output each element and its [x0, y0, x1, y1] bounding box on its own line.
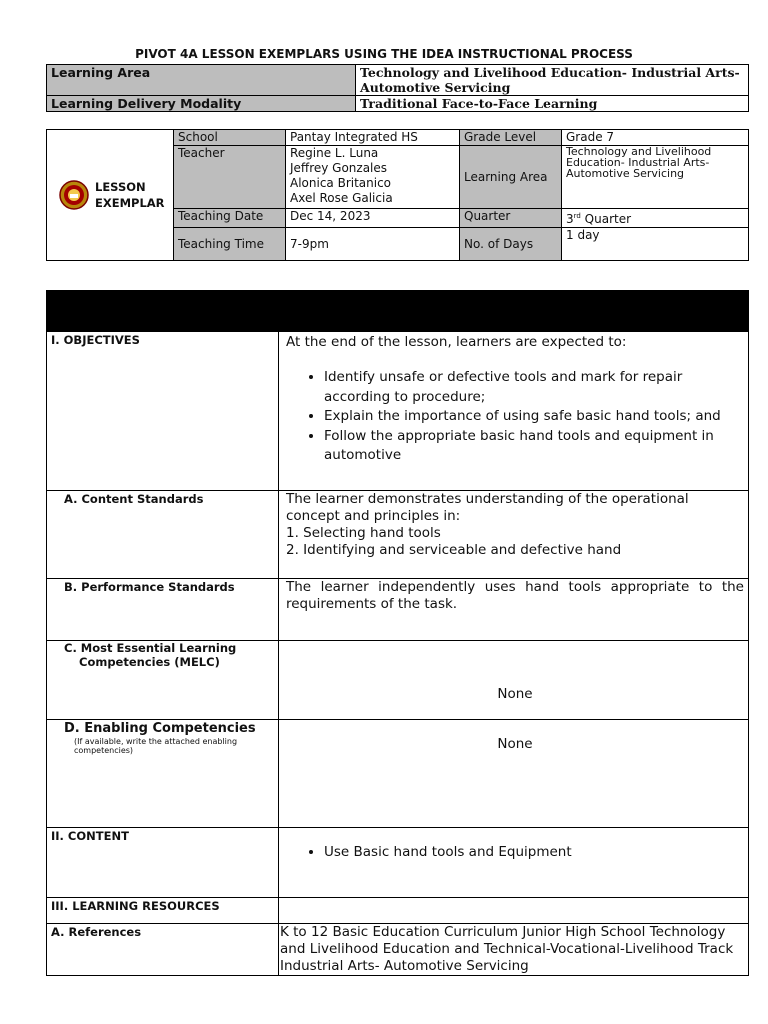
melc-label: [47, 641, 279, 720]
content-standards-cell: [279, 491, 749, 579]
content-standards-row: [47, 491, 749, 579]
teacher-name: Regine L. Luna: [290, 146, 379, 160]
quarter-number: 3: [566, 212, 574, 226]
time-label: Teaching Time: [174, 228, 286, 261]
teacher-list: [286, 146, 460, 209]
area-label: Learning Area: [460, 146, 562, 209]
objectives-row: [47, 332, 749, 491]
learning-area-row: [47, 65, 749, 96]
date-value: Dec 14, 2023: [286, 209, 460, 228]
enabling-value: None: [279, 720, 749, 828]
objectives-list: [286, 368, 744, 466]
teacher-label: Teacher: [174, 146, 286, 209]
time-value: 7-9pm: [286, 228, 460, 261]
content-cell: [279, 828, 749, 898]
teacher-name: Jeffrey Gonzales: [290, 161, 388, 175]
performance-standards-text: The learner independently uses hand tools appropriate to the requirements of the task.: [279, 579, 749, 641]
melc-label-line: Competencies (MELC): [79, 655, 220, 669]
info-table: [46, 129, 749, 261]
grade-value: Grade 7: [562, 130, 749, 146]
content-label: II. CONTENT: [47, 828, 279, 898]
school-value: Pantay Integrated HS: [286, 130, 460, 146]
logo-text-exemplar: EXEMPLAR: [95, 196, 165, 210]
area-value: Technology and Livelihood Education- Industrial Arts- Automotive Servicing: [562, 146, 749, 209]
lesson-header-row: [47, 291, 749, 332]
objectives-label: I. OBJECTIVES: [47, 332, 279, 491]
date-label: Teaching Date: [174, 209, 286, 228]
quarter-value: [562, 209, 749, 228]
references-row: [47, 924, 749, 976]
quarter-suffix: rd: [573, 212, 581, 220]
objectives-intro: At the end of the lesson, learners are expected to:: [286, 334, 627, 350]
modality-value: Traditional Face-to-Face Learning: [356, 96, 749, 112]
content-standards-text: The learner demonstrates understanding of the operational concept and principles in:: [286, 491, 689, 524]
melc-label-line: C. Most Essential Learning: [64, 641, 237, 655]
objective-item: • Follow the appropriate basic hand tools and equipment in automotive: [324, 427, 744, 466]
learning-area-label: Learning Area: [47, 65, 356, 96]
days-label: No. of Days: [460, 228, 562, 261]
modality-label: Learning Delivery Modality: [47, 96, 356, 112]
school-label: School: [174, 130, 286, 146]
document-title: PIVOT 4A LESSON EXEMPLARS USING THE IDEA INSTRUCTIONAL PROCESS: [135, 47, 633, 61]
logo-cell: [47, 130, 174, 261]
enabling-row: [47, 720, 749, 828]
resources-cell: [279, 898, 749, 924]
references-label: A. References: [47, 924, 279, 976]
content-item: • Use Basic hand tools and Equipment: [324, 844, 744, 861]
content-standards-label: A. Content Standards: [47, 491, 279, 579]
quarter-label: Quarter: [460, 209, 562, 228]
logo-text-lesson: LESSON: [95, 180, 146, 194]
modality-row: [47, 96, 749, 112]
header-cell-left: [47, 291, 279, 332]
header-table: [46, 64, 749, 112]
enabling-label-cell: [47, 720, 279, 828]
grade-label: Grade Level: [460, 130, 562, 146]
enabling-note: (If available, write the attached enabling competencies): [74, 737, 238, 755]
content-row: [47, 828, 749, 898]
quarter-word: Quarter: [580, 212, 632, 226]
teacher-name: Axel Rose Galicia: [290, 191, 393, 205]
enabling-label: D. Enabling Competencies: [64, 721, 256, 736]
lesson-table: [46, 290, 749, 976]
melc-row: [47, 641, 749, 720]
days-value: 1 day: [562, 228, 749, 261]
references-text: K to 12 Basic Education Curriculum Junior High School Technology and Livelihood Education and Technical-Vocational-Livelihood Track Industrial Arts- Automotive Servicing: [279, 924, 749, 976]
performance-standards-row: [47, 579, 749, 641]
objectives-cell: [279, 332, 749, 491]
resources-row: [47, 898, 749, 924]
content-standards-item: 1. Selecting hand tools: [286, 525, 441, 541]
performance-standards-label: B. Performance Standards: [47, 579, 279, 641]
objective-item: • Identify unsafe or defective tools and mark for repair according to procedure;: [324, 368, 744, 407]
teacher-name: Alonica Britanico: [290, 176, 392, 190]
objective-item: • Explain the importance of using safe basic hand tools; and: [324, 407, 744, 427]
header-cell-right: [279, 291, 749, 332]
resources-label: III. LEARNING RESOURCES: [47, 898, 279, 924]
learning-area-value: Technology and Livelihood Education- Industrial Arts- Automotive Servicing: [356, 65, 749, 96]
content-standards-item: 2. Identifying and serviceable and defective hand: [286, 542, 622, 558]
melc-value: None: [279, 641, 749, 720]
deped-seal-icon: [59, 180, 89, 210]
